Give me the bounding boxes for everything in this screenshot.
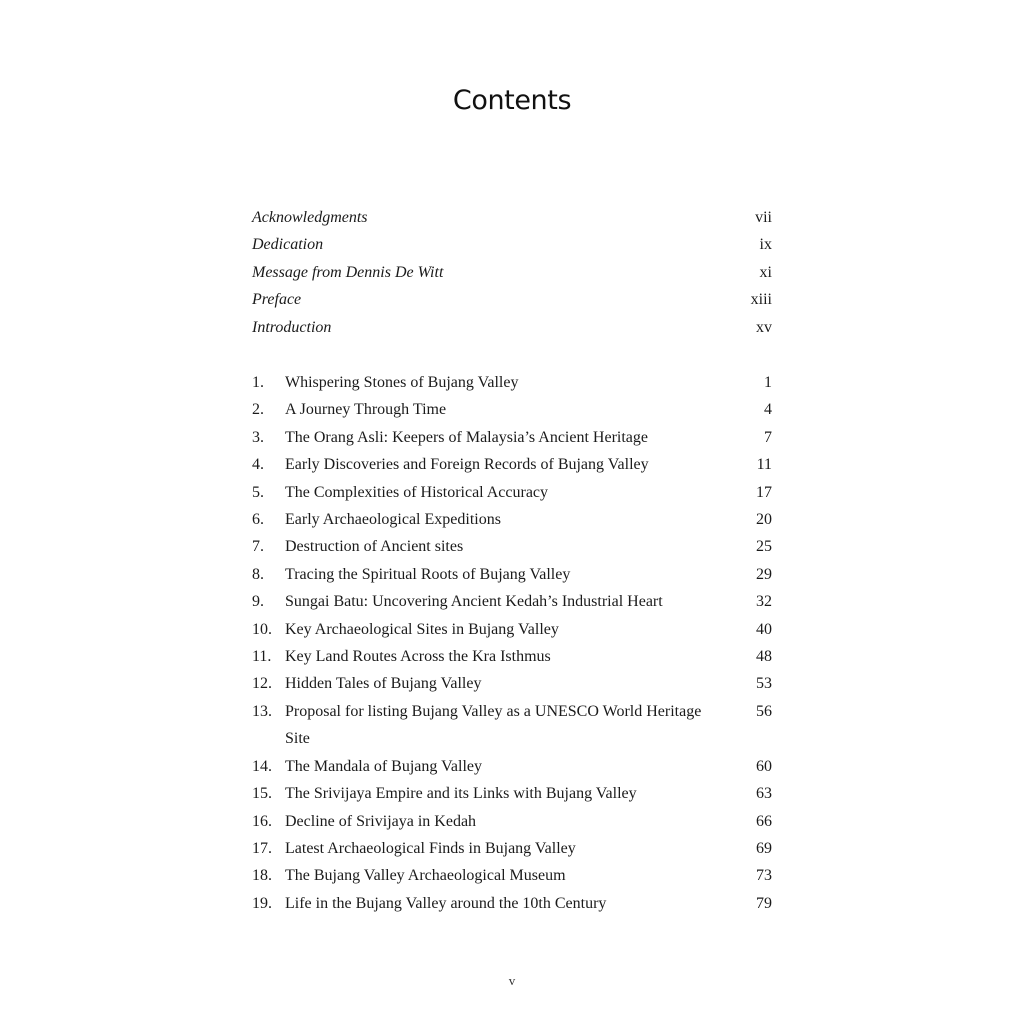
chapter-number: 2. (252, 401, 264, 419)
entry-title: Dedication (252, 236, 324, 254)
chapter-list (252, 369, 772, 917)
chapter-title: Whispering Stones of Bujang Valley (285, 374, 519, 391)
chapter-title: The Srivijaya Empire and its Links with Bujang Valley (285, 785, 637, 803)
chapter-page: 4 (764, 401, 772, 419)
entry-title: Acknowledgments (252, 209, 368, 226)
chapter-number: 13. (252, 702, 272, 720)
front-matter-entry (252, 231, 772, 258)
chapter-page: 63 (756, 785, 772, 803)
front-matter-entry (252, 286, 772, 313)
chapter-number: 15. (252, 785, 272, 803)
chapter-page: 7 (764, 428, 772, 446)
chapter-page: 79 (756, 894, 772, 912)
chapter-title: Latest Archaeological Finds in Bujang Valley (285, 839, 576, 857)
chapter-page: 29 (756, 565, 772, 583)
front-matter-entry (252, 259, 772, 286)
front-matter-entry (252, 204, 772, 231)
chapter-number: 1. (252, 374, 264, 391)
chapter-page: 48 (756, 648, 772, 666)
chapter-page: 53 (756, 675, 772, 693)
entry-page: xv (756, 318, 772, 336)
entry-page: ix (759, 236, 772, 254)
chapter-entry (252, 506, 772, 533)
front-matter-entry (252, 314, 772, 341)
chapter-title: Decline of Srivijaya in Kedah (285, 812, 477, 830)
entry-title: Introduction (252, 318, 332, 336)
page-title: Contents (452, 85, 572, 116)
chapter-number: 11. (252, 648, 272, 666)
chapter-number: 17. (252, 839, 272, 857)
chapter-page: 66 (756, 812, 772, 830)
chapter-page: 73 (756, 867, 772, 885)
chapter-entry (252, 890, 772, 917)
chapter-entry (252, 643, 772, 670)
chapter-title: Proposal for listing Bujang Valley as a UNESCO World Heritage Site (285, 702, 702, 748)
chapter-title: A Journey Through Time (285, 401, 447, 419)
chapter-title: Key Archaeological Sites in Bujang Valley (285, 620, 559, 638)
chapter-number: 4. (252, 456, 264, 474)
chapter-number: 16. (252, 812, 272, 830)
chapter-title: Destruction of Ancient sites (285, 538, 464, 556)
chapter-entry (252, 835, 772, 862)
chapter-entry (252, 451, 772, 478)
chapter-number: 19. (252, 894, 272, 912)
entry-title: Preface (252, 291, 302, 309)
entry-page: xi (759, 263, 772, 281)
chapter-entry (252, 780, 772, 807)
chapter-title: Hidden Tales of Bujang Valley (285, 675, 482, 693)
chapter-title: Sungai Batu: Uncovering Ancient Kedah’s Industrial Heart (285, 593, 663, 611)
chapter-entry (252, 561, 772, 588)
chapter-entry (252, 616, 772, 643)
chapter-entry (252, 698, 772, 753)
chapter-entry (252, 396, 772, 423)
chapter-number: 10. (252, 620, 272, 638)
chapter-page: 20 (756, 511, 772, 529)
chapter-title: Life in the Bujang Valley around the 10th Century (285, 894, 607, 912)
chapter-title: Early Discoveries and Foreign Records of Bujang Valley (285, 456, 649, 474)
chapter-number: 12. (252, 675, 272, 693)
chapter-page: 17 (756, 483, 772, 501)
chapter-entry (252, 369, 772, 396)
chapter-page: 25 (756, 538, 772, 556)
chapter-entry (252, 753, 772, 780)
chapter-title: Early Archaeological Expeditions (285, 511, 501, 529)
chapter-title: The Bujang Valley Archaeological Museum (285, 867, 566, 885)
chapter-page: 32 (756, 593, 772, 611)
chapter-number: 7. (252, 538, 264, 556)
entry-page: vii (755, 209, 772, 226)
chapter-number: 5. (252, 483, 264, 501)
chapter-entry (252, 533, 772, 560)
chapter-number: 3. (252, 428, 264, 446)
chapter-entry (252, 862, 772, 889)
chapter-entry (252, 808, 772, 835)
chapter-page: 56 (756, 702, 772, 720)
chapter-title: The Complexities of Historical Accuracy (285, 483, 549, 501)
chapter-title: The Orang Asli: Keepers of Malaysia’s Ancient Heritage (285, 428, 648, 446)
chapter-page: 40 (756, 620, 772, 638)
chapter-page: 69 (756, 839, 772, 857)
chapter-title: Tracing the Spiritual Roots of Bujang Valley (285, 565, 571, 583)
chapter-number: 14. (252, 757, 272, 775)
chapter-number: 18. (252, 867, 272, 885)
chapter-number: 8. (252, 565, 264, 583)
chapter-title: The Mandala of Bujang Valley (285, 757, 482, 775)
chapter-number: 9. (252, 593, 264, 611)
chapter-entry (252, 479, 772, 506)
chapter-entry (252, 670, 772, 697)
chapter-entry (252, 588, 772, 615)
chapter-page: 60 (756, 757, 772, 775)
chapter-entry (252, 424, 772, 451)
front-matter-list (252, 204, 772, 341)
entry-page: xiii (750, 291, 772, 309)
page-number: v (508, 973, 516, 988)
chapter-page: 1 (764, 374, 772, 391)
chapter-title: Key Land Routes Across the Kra Isthmus (285, 648, 551, 666)
chapter-number: 6. (252, 511, 264, 529)
chapter-page: 11 (756, 456, 772, 474)
entry-title: Message from Dennis De Witt (252, 263, 444, 281)
